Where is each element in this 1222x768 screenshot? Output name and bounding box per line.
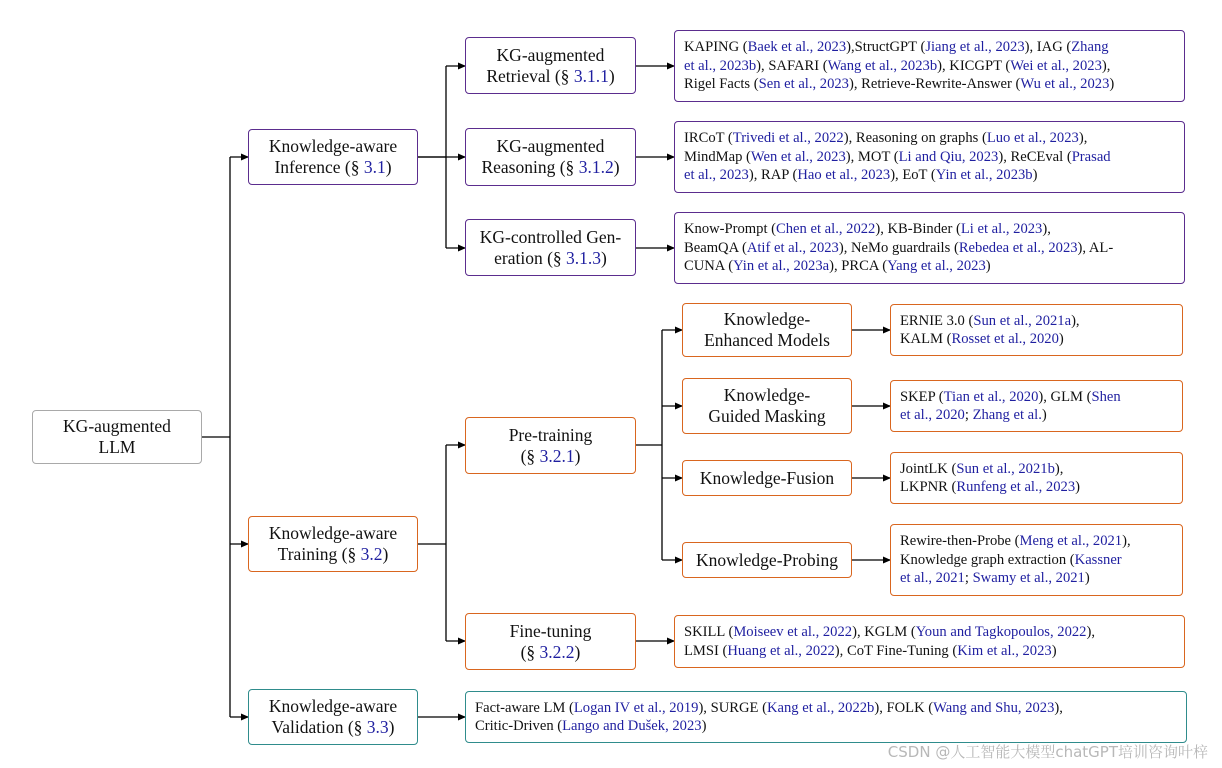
leaf-line (900, 551, 1174, 570)
inference-line2: Inference (§ (274, 157, 364, 177)
leaf-text: ), (1042, 221, 1051, 238)
knowledge-probing-node: Knowledge-Probing (682, 542, 852, 578)
citation-link[interactable]: Atif et al., 2023 (746, 239, 839, 256)
leaf-text: SKILL ( (684, 624, 734, 640)
leaf-text: KALM ( (900, 331, 952, 347)
citation-link[interactable]: Hao et al., 2023 (797, 167, 891, 184)
citation-link[interactable]: Prasad (1071, 148, 1111, 165)
leaf-text: ) (1084, 570, 1090, 587)
leaf-text: ), AL- (1077, 239, 1114, 256)
leaf-text: ), SURGE ( (698, 699, 767, 716)
leaf-line (684, 257, 1176, 276)
citation-link[interactable]: Trivedi et al., 2022 (732, 130, 844, 147)
citation-link[interactable]: et al., 2020 (900, 407, 965, 423)
leaf-text: CUNA ( (684, 258, 734, 275)
inference-connector (418, 66, 446, 248)
leaf-text: ), KICGPT ( (937, 57, 1011, 74)
leaf-line (684, 148, 1176, 167)
leaf-text: ) (1032, 167, 1038, 184)
leaf-line (684, 220, 1176, 239)
leaf-line (900, 460, 1174, 479)
citation-link[interactable]: Tian et al., 2020 (943, 388, 1039, 405)
citation-link[interactable]: Sun et al., 2021a (973, 312, 1072, 329)
retrieval-section-ref[interactable]: 3.1.1 (573, 65, 609, 86)
leaf-text: ), CoT Fine-Tuning ( (834, 642, 958, 659)
citation-link[interactable]: Lango and Dušek, 2023 (562, 718, 702, 734)
citation-link[interactable]: Zhang (1071, 39, 1109, 56)
citation-link[interactable]: et al., 2023b (684, 57, 757, 74)
citation-link[interactable]: Li et al., 2023 (960, 221, 1043, 238)
citation-link[interactable]: Jiang et al., 2023 (925, 39, 1025, 56)
root-node (32, 410, 202, 464)
inference-line1: Knowledge-aware (268, 136, 398, 156)
leaf-text: Rigel Facts ( (684, 76, 759, 93)
leaf-text: JointLK ( (900, 460, 957, 477)
leaf-text: ; (964, 407, 973, 423)
retrieval-leaf (674, 30, 1185, 102)
citation-link[interactable]: Yin et al., 2023b (935, 167, 1033, 184)
generation-line1: KG-controlled Gen- (479, 226, 622, 247)
validation-section-ref[interactable]: 3.3 (366, 717, 389, 737)
leaf-text: ), (1071, 312, 1080, 329)
citation-link[interactable]: et al., 2021 (900, 570, 965, 587)
leaf-text: ), (1122, 533, 1131, 550)
finetuning-line1: Fine-tuning (509, 620, 592, 641)
pretraining-line1: Pre-training (508, 424, 593, 445)
citation-link[interactable]: Zhang et al. (972, 407, 1042, 423)
leaf-line (475, 717, 1178, 736)
leaf-text: ), KGLM ( (852, 624, 916, 640)
citation-link[interactable]: Swamy et al., 2021 (972, 570, 1085, 587)
leaf-text: ERNIE 3.0 ( (900, 312, 974, 329)
leaf-text: Critic-Driven ( (475, 718, 563, 734)
citation-link[interactable]: Huang et al., 2022 (727, 642, 835, 659)
validation-line1: Knowledge-aware (268, 696, 398, 716)
leaf-text: ) (1051, 642, 1057, 659)
leaf-line (684, 623, 1176, 642)
leaf-text: Rewire-then-Probe ( (900, 533, 1020, 550)
reasoning-line1: KG-augmented (496, 136, 605, 156)
training-section-ref[interactable]: 3.2 (360, 544, 383, 564)
leaf-text: ), FOLK ( (874, 699, 934, 716)
citation-link[interactable]: et al., 2023 (684, 167, 749, 184)
guided-masking-leaf (890, 380, 1183, 432)
leaf-line (900, 569, 1174, 588)
reasoning-node: KG-augmented Reasoning (§ 3.1.2) (465, 128, 636, 186)
leaf-text: MindMap ( (684, 148, 751, 165)
leaf-text: ; (964, 570, 973, 587)
root-connector (202, 157, 230, 717)
leaf-text: ) (985, 258, 991, 275)
finetuning-section-ref[interactable]: 3.2.2 (539, 641, 575, 662)
leaf-text: ), EoT ( (890, 167, 936, 184)
leaf-line (900, 478, 1174, 497)
reasoning-leaf (674, 121, 1185, 193)
generation-section-ref[interactable]: 3.1.3 (566, 247, 602, 268)
citation-link[interactable]: Wei et al., 2023 (1010, 57, 1102, 74)
citation-link[interactable]: Rebedea et al., 2023 (958, 239, 1078, 256)
citation-link[interactable]: Rosset et al., 2020 (951, 331, 1059, 347)
leaf-text: ), RAP ( (748, 167, 798, 184)
leaf-line (900, 312, 1174, 331)
training-node: Knowledge-aware Training (§ 3.2) (248, 516, 418, 572)
leaf-text: ) (701, 718, 707, 734)
citation-link[interactable]: Kassner (1074, 551, 1122, 568)
finetuning-leaf (674, 615, 1185, 668)
leaf-text: ), (1054, 699, 1063, 716)
citation-link[interactable]: Luo et al., 2023 (986, 130, 1079, 147)
knowledge-probing-leaf (890, 524, 1183, 596)
citation-link[interactable]: Baek et al., 2023 (747, 39, 847, 56)
finetuning-node: Fine-tuning (§ 3.2.2) (465, 613, 636, 670)
validation-leaf (465, 691, 1187, 743)
leaf-line (900, 330, 1174, 349)
leaf-text: ), (1101, 57, 1111, 74)
leaf-line (900, 388, 1174, 407)
leaf-text: ), IAG ( (1024, 39, 1072, 56)
pretraining-node: Pre-training (§ 3.2.1) (465, 417, 636, 474)
leaf-text: ) (1041, 407, 1047, 423)
leaf-text: LMSI ( (684, 642, 728, 659)
validation-line2: Validation (§ (271, 717, 367, 737)
leaf-text: Know-Prompt ( (684, 221, 777, 238)
leaf-text: ), MOT ( (845, 148, 899, 165)
leaf-text: Knowledge graph extraction ( (900, 551, 1075, 568)
retrieval-line1: KG-augmented (496, 44, 605, 65)
leaf-text: ), (1054, 460, 1064, 477)
enhanced-models-node: Knowledge- Enhanced Models (682, 303, 852, 357)
leaf-text: Fact-aware LM ( (475, 699, 574, 716)
leaf-line (475, 699, 1178, 718)
citation-link[interactable]: Meng et al., 2021 (1019, 533, 1123, 550)
leaf-line (684, 57, 1176, 76)
leaf-text: ), GLM ( (1038, 388, 1092, 405)
training-line1: Knowledge-aware (268, 523, 398, 543)
watermark: CSDN @人工智能大模型chatGPT培训咨询叶梓 (887, 743, 1208, 761)
leaf-line (684, 642, 1176, 661)
leaf-text: BeamQA ( (684, 239, 747, 256)
citation-link[interactable]: Kang et al., 2022b (766, 699, 875, 716)
leaf-text: ), KB-Binder ( (875, 221, 961, 238)
leaf-text: ), PRCA ( (829, 258, 888, 275)
training-line2: Training (§ (277, 544, 361, 564)
leaf-line (900, 406, 1174, 425)
citation-link[interactable]: Runfeng et al., 2023 (956, 479, 1076, 495)
inference-section-ref[interactable]: 3.1 (363, 157, 386, 177)
guided-masking-node: Knowledge- Guided Masking (682, 378, 852, 434)
training-connector (418, 445, 446, 641)
citation-link[interactable]: Wang and Shu, 2023 (933, 699, 1055, 716)
citation-link[interactable]: Li and Qiu, 2023 (898, 148, 999, 165)
leaf-text: ), NeMo guardrails ( (838, 239, 959, 256)
root-line1: KG-augmented (63, 416, 171, 436)
citation-link[interactable]: Wang et al., 2023b (827, 57, 938, 74)
leaf-line (684, 166, 1176, 185)
leaf-text: ), (1078, 130, 1088, 147)
citation-link[interactable]: Kim et al., 2023 (957, 642, 1052, 659)
leaf-text: ), (1086, 624, 1095, 640)
leaf-text: ), Retrieve-Rewrite-Answer ( (848, 76, 1021, 93)
reasoning-section-ref[interactable]: 3.1.2 (578, 157, 614, 177)
leaf-line (684, 129, 1176, 148)
leaf-text: ) (1058, 331, 1064, 347)
leaf-text: ), ReCEval ( (998, 148, 1072, 165)
citation-link[interactable]: Moiseev et al., 2022 (733, 624, 853, 640)
citation-link[interactable]: Sun et al., 2021b (956, 460, 1055, 477)
leaf-line (684, 239, 1176, 258)
knowledge-fusion-node: Knowledge-Fusion (682, 460, 852, 496)
leaf-text: ), Reasoning on graphs ( (843, 130, 987, 147)
generation-node: KG-controlled Gen- eration (§ 3.1.3) (465, 219, 636, 276)
leaf-line (900, 532, 1174, 551)
generation-leaf (674, 212, 1185, 284)
citation-link[interactable]: Sen et al., 2023 (758, 76, 849, 93)
leaf-text: ), SAFARI ( (756, 57, 828, 74)
leaf-text: KAPING ( (684, 39, 748, 56)
retrieval-node: KG-augmented Retrieval (§ 3.1.1) (465, 37, 636, 94)
citation-link[interactable]: Yang et al., 2023 (887, 258, 986, 275)
citation-link[interactable]: Yin et al., 2023a (733, 258, 830, 275)
leaf-text: IRCoT ( (684, 130, 733, 147)
inference-node: Knowledge-aware Inference (§ 3.1) (248, 129, 418, 185)
citation-link[interactable]: Wu et al., 2023 (1020, 76, 1110, 93)
pretraining-section-ref[interactable]: 3.2.1 (539, 445, 575, 466)
citation-link[interactable]: Shen (1091, 388, 1121, 405)
citation-link[interactable]: Logan IV et al., 2019 (573, 699, 699, 716)
root-line2: LLM (98, 437, 136, 457)
citation-link[interactable]: Wen et al., 2023 (750, 148, 846, 165)
enhanced-models-leaf (890, 304, 1183, 356)
validation-node: Knowledge-aware Validation (§ 3.3) (248, 689, 418, 745)
leaf-text: ) (1109, 76, 1115, 93)
citation-link[interactable]: Youn and Tagkopoulos, 2022 (915, 624, 1087, 640)
leaf-line (684, 38, 1176, 57)
leaf-text: ),StructGPT ( (846, 39, 926, 56)
citation-link[interactable]: Chen et al., 2022 (776, 221, 876, 238)
leaf-line (684, 75, 1176, 94)
leaf-text: SKEP ( (900, 388, 944, 405)
leaf-text: LKPNR ( (900, 479, 957, 495)
leaf-text: ) (1075, 479, 1080, 495)
knowledge-fusion-leaf (890, 452, 1183, 504)
pretraining-connector (636, 330, 662, 560)
